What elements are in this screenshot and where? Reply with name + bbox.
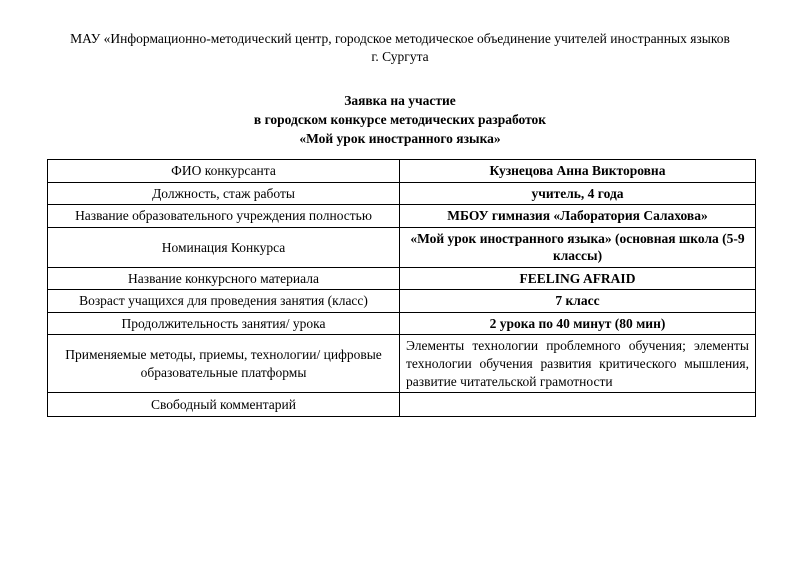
document-title-line1: Заявка на участие	[344, 93, 456, 109]
row-label: Название конкурсного материала	[48, 267, 400, 290]
document-title-line3: «Мой урок иностранного языка»	[299, 131, 501, 147]
organization-header-line2: г. Сургута	[371, 49, 429, 65]
table-row	[48, 182, 756, 205]
row-label: Номинация Конкурса	[48, 227, 400, 267]
table-row	[48, 227, 756, 267]
row-label: Продолжительность занятия/ урока	[48, 312, 400, 335]
row-value	[400, 393, 756, 417]
row-value: «Мой урок иностранного языка» (основная школа (5-9 классы)	[400, 227, 756, 267]
row-label: Должность, стаж работы	[48, 182, 400, 205]
table-row	[48, 267, 756, 290]
row-label: Возраст учащихся для проведения занятия (класс)	[48, 290, 400, 313]
row-value: МБОУ гимназия «Лаборатория Салахова»	[400, 205, 756, 228]
document-title	[0, 92, 800, 149]
row-label: ФИО конкурсанта	[48, 160, 400, 183]
row-label: Название образовательного учреждения полностью	[48, 205, 400, 228]
table-row	[48, 335, 756, 393]
organization-header-line1: МАУ «Информационно-методический центр, городское методическое объединение учителей иностранных языков	[70, 31, 730, 46]
row-label: Применяемые методы, приемы, технологии/ цифровые образовательные платформы	[48, 335, 400, 393]
table-row	[48, 312, 756, 335]
table-row	[48, 205, 756, 228]
document-title-line2: в городском конкурсе методических разработок	[253, 112, 547, 128]
row-label: Свободный комментарий	[48, 393, 400, 417]
row-value: 7 класс	[400, 290, 756, 313]
organization-header	[50, 30, 750, 66]
table-row	[48, 393, 756, 417]
row-value: учитель, 4 года	[400, 182, 756, 205]
row-value: Кузнецова Анна Викторовна	[400, 160, 756, 183]
table-row	[48, 290, 756, 313]
row-value: FEELING AFRAID	[400, 267, 756, 290]
table-row	[48, 160, 756, 183]
row-value: 2 урока по 40 минут (80 мин)	[400, 312, 756, 335]
row-value: Элементы технологии проблемного обучения; элементы технологии обучения развития критического мышления, развитие читательской грамотности	[400, 335, 756, 393]
application-table	[47, 159, 756, 417]
